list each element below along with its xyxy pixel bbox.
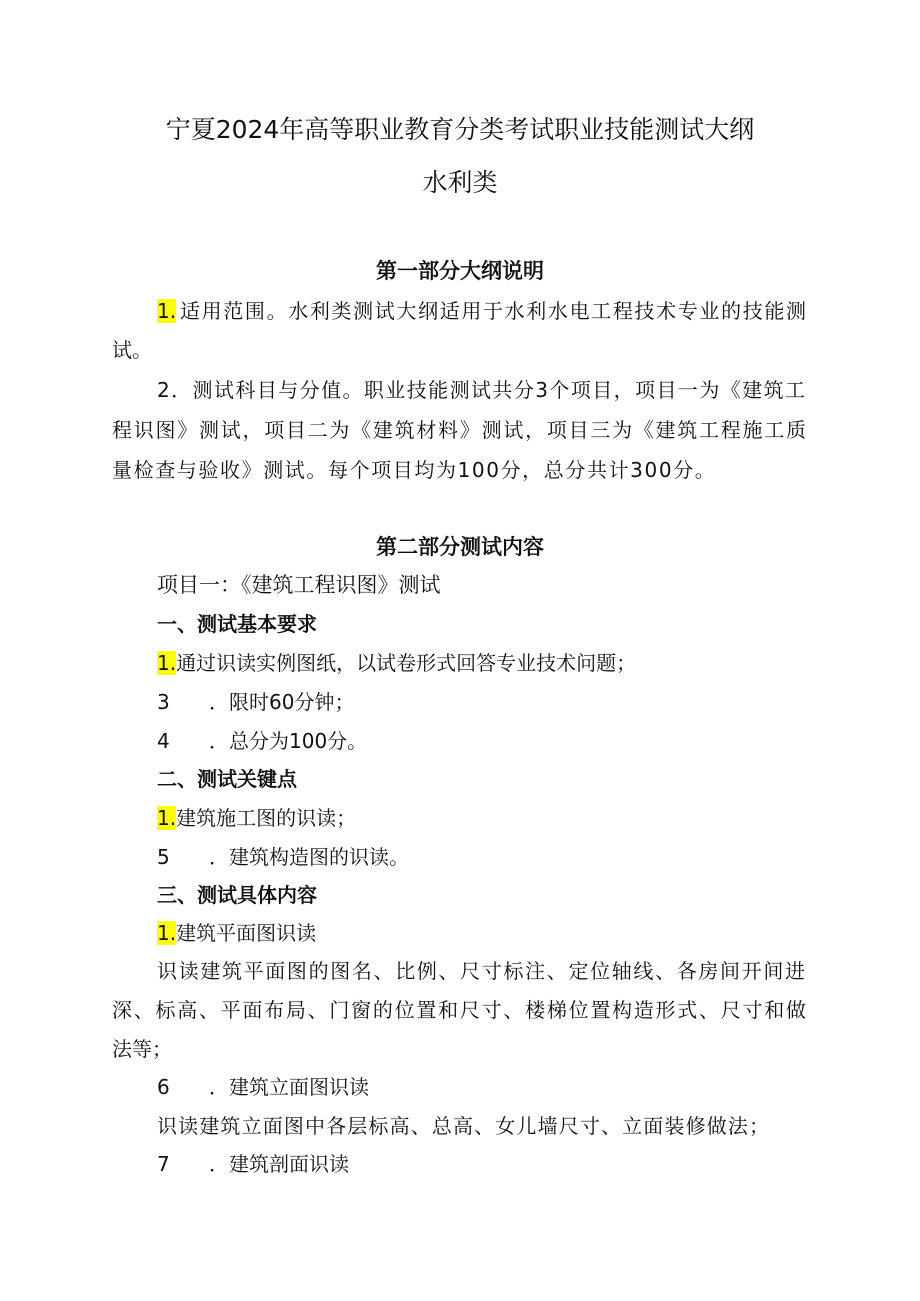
paragraph-line: 程识图》测试，项目二为《建筑材料》测试，项目三为《建筑工程施工质	[112, 418, 806, 442]
part1-heading: 第一部分大纲说明	[376, 259, 544, 283]
list-item	[157, 688, 354, 716]
list-number: 4	[157, 729, 170, 753]
document-title: 宁夏2024年高等职业教育分类考试职业技能测试大纲	[165, 115, 755, 144]
list-number: 3	[157, 690, 170, 714]
document-subtitle: 水利类	[422, 168, 498, 197]
paragraph-line: 2．测试科目与分值。职业技能测试共分3个项目，项目一为《建筑工	[157, 378, 805, 402]
paragraph-line: 识读建筑立面图中各层标高、总高、女儿墙尺寸、立面装修做法；	[157, 1114, 769, 1138]
list-item	[157, 649, 636, 677]
list-text: ．建筑构造图的识读。	[209, 845, 409, 869]
paragraph-line: 法等；	[112, 1037, 172, 1061]
paragraph-line: 试。	[112, 338, 152, 362]
list-item	[157, 804, 356, 832]
list-item	[157, 843, 409, 871]
list-item	[157, 919, 316, 947]
part2-heading: 第二部分测试内容	[376, 535, 544, 559]
list-number: 7	[157, 1152, 170, 1176]
list-number: 1.	[157, 921, 177, 945]
list-text: 建筑平面图识读	[176, 921, 317, 945]
list-number: 1.	[157, 299, 177, 323]
section-heading: 三、测试具体内容	[157, 883, 317, 907]
list-text: ．建筑立面图识读	[209, 1075, 369, 1099]
paragraph-line: 识读建筑平面图的图名、比例、尺寸标注、定位轴线、各房间开间进	[157, 959, 805, 983]
paragraph-line: 适用范围。水利类测试大纲适用于水利水电工程技术专业的技能测	[180, 299, 806, 323]
list-number: 1.	[157, 806, 177, 830]
list-number: 1.	[157, 651, 177, 675]
list-text: 建筑施工图的识读；	[176, 806, 357, 830]
paragraph-line: 量检查与验收》测试。每个项目均为100分，总分共计300分。	[112, 458, 717, 482]
list-number: 5	[157, 845, 170, 869]
list-number: 6	[157, 1075, 170, 1099]
list-text: 通过识读实例图纸，以试卷形式回答专业技术问题；	[176, 651, 637, 675]
paragraph	[157, 297, 176, 325]
list-text: ．限时60分钟；	[209, 690, 355, 714]
paragraph-line: 深、标高、平面布局、门窗的位置和尺寸、楼梯位置构造形式、尺寸和做	[112, 998, 806, 1022]
list-text: ．建筑剖面识读	[209, 1152, 349, 1176]
project-heading: 项目一：《建筑工程识图》测试	[157, 573, 441, 597]
section-heading: 二、测试关键点	[157, 767, 297, 791]
list-item	[157, 1073, 369, 1101]
list-text: ．总分为100分。	[209, 729, 368, 753]
section-heading: 一、测试基本要求	[157, 612, 317, 636]
list-item	[157, 1150, 349, 1178]
list-item	[157, 727, 367, 755]
